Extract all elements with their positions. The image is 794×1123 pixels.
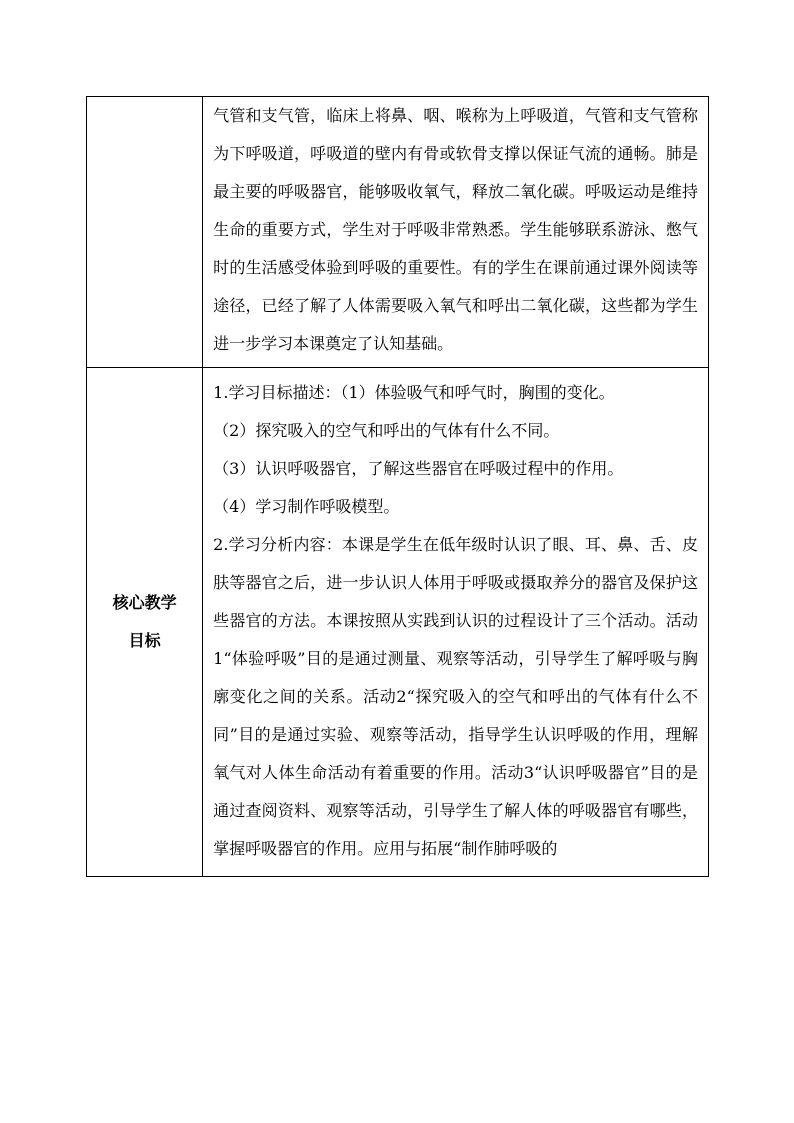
background-paragraph: 气管和支气管，临床上将鼻、咽、喉称为上呼吸道，气管和支气管称为下呼吸道，呼吸道的壁内有骨或软骨支撑以保证气流的通畅。肺是最主要的呼吸器官，能够吸收氧气，释放二氧化碳。呼吸运动是维持生命的重要方式，学生对于呼吸非常熟悉。学生能够联系游泳、憋气时的生活感受体验到呼吸的重要性。有的学生在课前通过课外阅读等途径，已经了解了人体需要吸入氧气和呼出二氧化碳，这些都为学生进一步学习本课奠定了认知基础。 [213,106,698,353]
goal-item-4: （4）学习制作呼吸模型。 [213,497,400,516]
table-row-core-goals [87,368,709,877]
lesson-plan-table [86,96,709,877]
goal-intro: 1.学习目标描述：（1）体验吸气和呼气时，胸围的变化。 [213,383,615,402]
core-goals-content-cell [203,368,709,877]
goal-item-3: （3）认识呼吸器官，了解这些器官在呼吸过程中的作用。 [213,459,624,478]
core-goals-label-line2: 目标 [128,631,161,650]
core-goals-label-line1: 核心教学 [112,593,177,612]
row-label-empty [87,97,203,368]
background-content-cell [203,97,709,368]
goal-item-2: （2）探究吸入的空气和呼出的气体有什么不同。 [213,421,560,440]
analysis-paragraph: 2.学习分析内容：本课是学生在低年级时认识了眼、耳、鼻、舌、皮肤等器官之后，进一步认识人体用于呼吸或摄取养分的器官及保护这些器官的方法。本课按照从实践到认识的过程设计了三个活动。活动1“体验呼吸”目的是通过测量、观察等活动，引导学生了解呼吸与胸廓变化之间的关系。活动2“探究吸入的空气和呼出的气体有什么不同”目的是通过实验、观察等活动，指导学生认识呼吸的作用，理解氧气对人体生命活动有着重要的作用。活动3“认识呼吸器官”目的是通过查阅资料、观察等活动，引导学生了解人体的呼吸器官有哪些，掌握呼吸器官的作用。应用与拓展“制作肺呼吸的 [213,535,698,858]
core-goals-label-cell [87,368,203,877]
table-row-background [87,97,709,368]
